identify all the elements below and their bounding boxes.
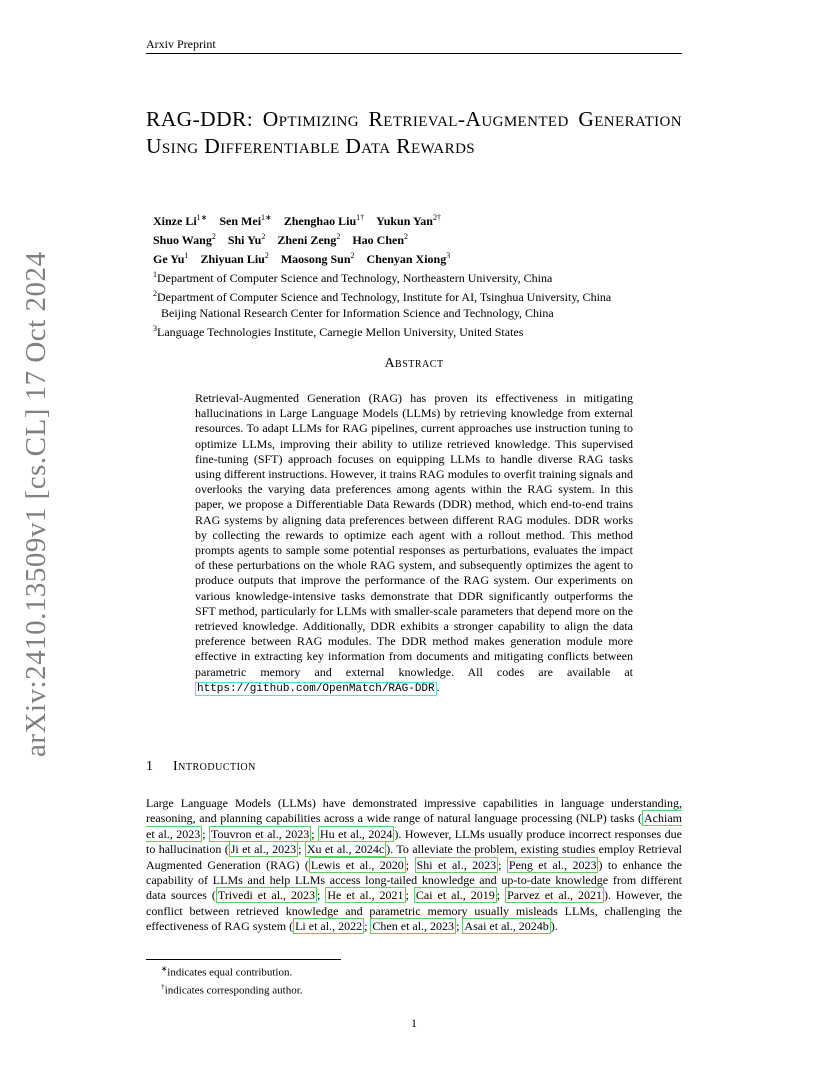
intro-text: Large Language Models (LLMs) have demonstrated impressive capabilities in language understanding, reasoning, and planning capabilities across a wide range of natural language processing (NLP) tasks ( <box>146 796 682 826</box>
author-line-3 <box>153 248 683 267</box>
title-prefix: RAG-DDR: <box>146 107 254 131</box>
introduction-paragraph <box>146 796 682 935</box>
author-name: Hao Chen$^2$ <box>352 232 409 247</box>
citation-link[interactable]: Peng et al., 2023 <box>508 857 597 872</box>
intro-text: ; <box>298 842 305 857</box>
intro-text: ; <box>405 888 414 903</box>
intro-text: ) to enhance the capability of LLMs and help LLMs access long-tailed knowledge and up-to-date knowledge from different data sources ( <box>146 857 683 903</box>
citation-link[interactable]: Touvron et al., 2023 <box>211 826 310 841</box>
author-line-1 <box>153 210 683 229</box>
code-repository-link[interactable]: https://github.com/OpenMatch/RAG-DDR <box>197 682 435 695</box>
intro-text: ; <box>202 826 210 841</box>
citation-link[interactable]: Trivedi et al., 2023 <box>217 888 316 903</box>
author-name: Sen Mei$^{1∗}$ <box>219 213 272 228</box>
citation-link[interactable]: Lewis et al., 2020 <box>310 857 404 872</box>
abstract-body: Retrieval-Augmented Generation (RAG) has proven its effectiveness in mitigating hallucinations in Large Language Models (LLMs) by retrieving knowledge from external resources. To adapt LLMs for RAG pipelines, current approaches use instruction tuning to optimize LLMs, improving their ability to utilize retrieved knowledge. This supervised fine-tuning (SFT) approach focuses on equipping LLMs to handle diverse RAG tasks using different instructions. However, it trains RAG modules to overfit training signals and overlooks the varying data preferences among agents within the RAG system. In this paper, we propose a Differentiable Data Rewards (DDR) method, which end-to-end trains RAG systems by aligning data preferences between different RAG modules. DDR works by collecting the rewards to optimize each agent with a rollout method. This method prompts agents to sample some potential responses as perturbations, evaluates the impact of these perturbations on the whole RAG system, and subsequently optimizes the agent to produce outputs that improve the performance of the RAG system. Our experiments on various knowledge-intensive tasks demonstrate that DDR significantly outperforms the SFT method, particularly for LLMs with smaller-scale parameters that depend more on the retrieved knowledge. Additionally, DDR exhibits a stronger capability to align the data preference between RAG modules. The DDR method makes generation module more effective in extracting key information from documents and mitigating conflicts between parametric memory and external knowledge. All codes are available at https://github.com/OpenMatch/RAG-DDR . <box>195 391 633 695</box>
intro-text: ; <box>498 857 507 872</box>
author-name: Zhenghao Liu$^{1\dagger}$ <box>283 213 365 228</box>
author-name: Zheni Zeng$^2$ <box>277 232 341 247</box>
footnote-rule <box>146 959 341 960</box>
running-header: Arxiv Preprint <box>146 37 216 51</box>
intro-text: ; <box>317 888 326 903</box>
author-name: Zhiyuan Liu$^2$ <box>200 251 269 266</box>
footnotes <box>161 962 303 998</box>
title-main: Optimizing Retrieval-Augmented Generation Using Differentiable Data Rewards <box>146 107 683 158</box>
affiliation: Beijing National Research Center for Information Science and Technology, China <box>161 306 554 320</box>
affiliation: $^2$Department of Computer Science and Technology, Institute for AI, Tsinghua University, China <box>153 289 612 304</box>
citation-link[interactable]: Achiam et al., 2023 <box>146 811 682 841</box>
intro-text: ). However, LLMs usually produce incorrect responses due to hallucination ( <box>146 826 682 857</box>
author-name: Maosong Sun$^2$ <box>280 251 355 266</box>
intro-text: ). <box>550 919 558 934</box>
section-title: Introduction <box>173 759 256 774</box>
citation-link[interactable]: He et al., 2021 <box>327 888 404 903</box>
author-name: Ge Yu$^1$ <box>153 251 189 266</box>
citation-link[interactable]: Chen et al., 2023 <box>372 919 455 934</box>
footnote: ∗indicates equal contribution. <box>161 964 293 979</box>
intro-text: ; <box>496 888 506 903</box>
abstract-text: Retrieval-Augmented Generation (RAG) has proven its effectiveness in mitigating hallucinations in Large Language Models (LLMs) by retrieving knowledge from external resources. To adapt LLMs for RAG pipelines, current approaches use instruction tuning to optimize LLMs, improving their ability to utilize retrieved knowledge. This supervised fine-tuning (SFT) approach focuses on equipping LLMs to handle diverse RAG tasks using different instructions. However, it trains RAG modules to overfit training signals and overlooks the varying data preferences among agents within the RAG system. In this paper, we propose a Differentiable Data Rewards (DDR) method, which end-to-end trains RAG systems by aligning data preferences between different RAG modules. DDR works by collecting the rewards to optimize each agent with a rollout method. This method prompts agents to sample some potential responses as perturbations, evaluates the impact of these perturbations on the whole RAG system, and subsequently optimizes the agent to produce outputs that improve the performance of the RAG system. Our experiments on various knowledge-intensive tasks demonstrate that DDR significantly outperforms the SFT method, particularly for LLMs with smaller-scale parameters that depend more on the retrieved knowledge. Additionally, DDR exhibits a stronger capability to align the data preference between RAG modules. The DDR method makes generation module more effective in extracting key information from documents and mitigating conflicts between parametric memory and external knowledge. All codes are available at <box>195 391 633 679</box>
author-name: Yukun Yan$^{2\dagger}$ <box>376 213 441 228</box>
header-rule <box>146 53 682 54</box>
citation-link[interactable]: Ji et al., 2023 <box>230 842 297 857</box>
citation-link[interactable]: Li et al., 2022 <box>295 919 363 934</box>
author-line-2 <box>153 229 683 248</box>
citation-link[interactable]: Cai et al., 2019 <box>415 888 495 903</box>
author-name: Chenyan Xiong$^3$ <box>366 251 451 266</box>
citation-link[interactable]: Xu et al., 2024c <box>306 842 385 857</box>
intro-text: ; <box>405 857 415 872</box>
citation-link[interactable]: Asai et al., 2024b <box>464 919 549 934</box>
citation-link[interactable]: Shi et al., 2023 <box>416 857 497 872</box>
author-block <box>153 210 683 340</box>
affiliation: $^3$Language Technologies Institute, Carnegie Mellon University, United States <box>153 324 524 339</box>
citation-link[interactable]: Parvez et al., 2021 <box>507 888 602 903</box>
intro-text: ; <box>456 919 463 934</box>
footnote: †indicates corresponding author. <box>161 982 303 997</box>
intro-text: ; <box>364 919 371 934</box>
author-name: Shuo Wang$^2$ <box>153 232 216 247</box>
section-heading <box>146 759 256 775</box>
section-number: 1 <box>146 759 153 774</box>
intro-text: ). However, the conflict between retrieved knowledge and parametric memory usually misleads LLMs, challenging the effectiveness of RAG system ( <box>146 888 683 934</box>
intro-text: ; <box>311 826 319 841</box>
citation-link[interactable]: Hu et al., 2024 <box>320 826 393 841</box>
arxiv-side-stamp: arXiv:2410.13509v1 [cs.CL] 17 Oct 2024 <box>20 251 52 757</box>
author-name: Xinze $Li^{1∗}$ <box>153 213 208 228</box>
abstract-heading: Abstract <box>384 356 444 371</box>
intro-text: ). To alleviate the problem, existing studies employ Retrieval Augmented Generation (RAG) ( <box>146 842 683 872</box>
paper-title <box>146 106 682 160</box>
page-number: 1 <box>411 1016 417 1030</box>
author-name: Shi Yu$^2$ <box>227 232 266 247</box>
affiliation: $^1$Department of Computer Science and Technology, Northeastern University, China <box>153 270 553 285</box>
